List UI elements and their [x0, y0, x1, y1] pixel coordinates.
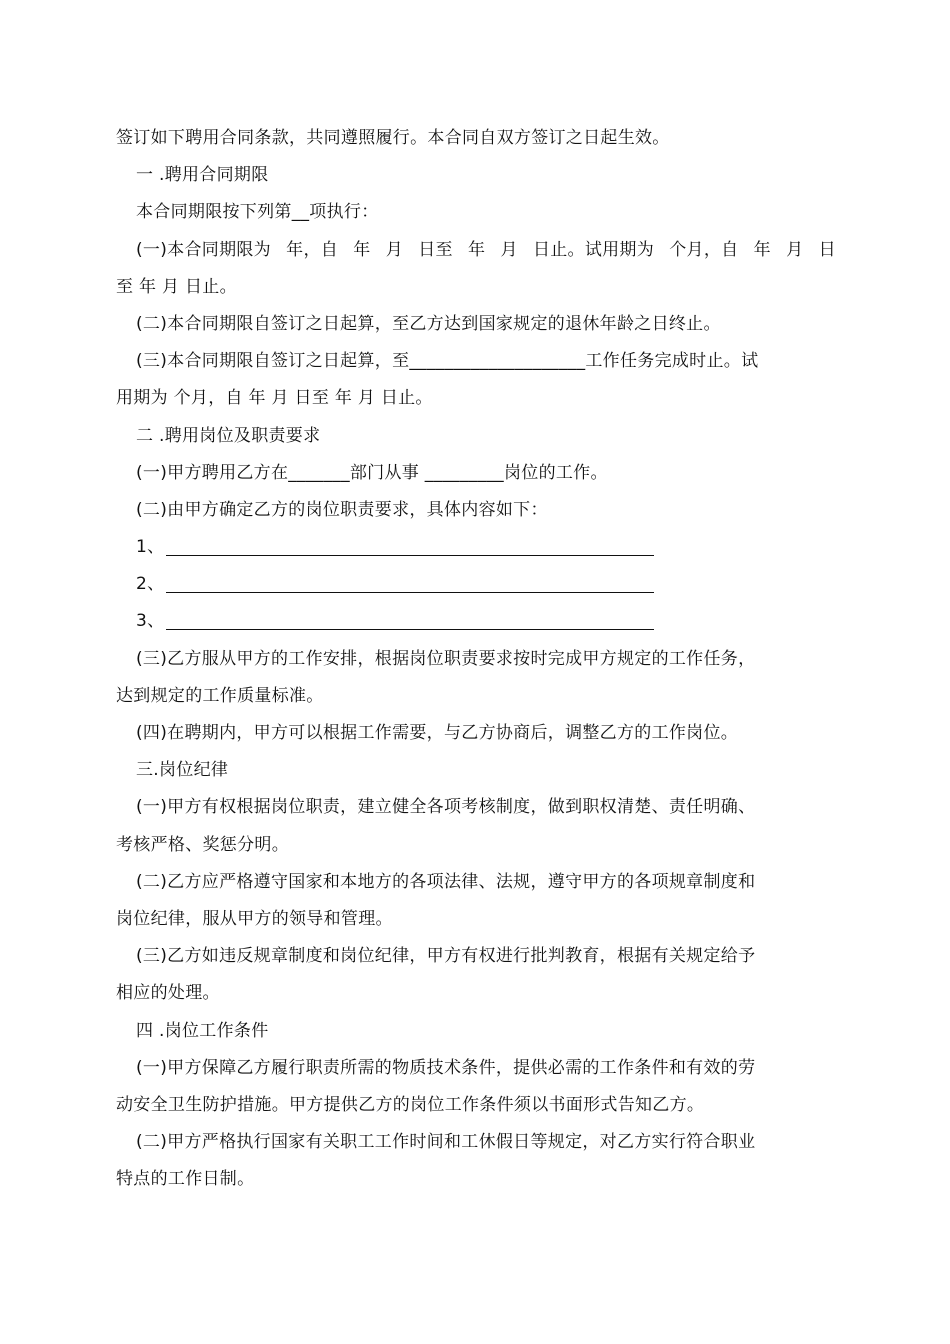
text-line: 特点的工作日制。	[116, 1169, 255, 1190]
text-line: 至 年 月 日止。	[116, 276, 237, 297]
text-line: (三)乙方如违反规章制度和岗位纪律，甲方有权进行批判教育，根据有关规定给予	[136, 946, 756, 967]
text-line: 相应的处理。	[116, 983, 220, 1004]
duty-fill-line	[116, 603, 836, 640]
duty-number: 1、	[136, 537, 165, 558]
text-line: 一 .聘用合同期限	[136, 165, 269, 186]
blank-underline	[166, 613, 654, 630]
text-line: 用期为 个月，自 年 月 日至 年 月 日止。	[116, 388, 433, 409]
text-line: (三)本合同期限自签订之日起算，至____________________工作任务完成时止。试	[136, 351, 759, 372]
text-line: (二)乙方应严格遵守国家和本地方的各项法律、法规，遵守甲方的各项规章制度和	[136, 871, 756, 892]
text-line: 签订如下聘用合同条款，共同遵照履行。本合同自双方签订之日起生效。	[116, 128, 670, 148]
duty-fill-line	[116, 566, 836, 603]
text-line: 达到规定的工作质量标准。	[116, 685, 324, 706]
text-line: 四 .岗位工作条件	[136, 1020, 269, 1041]
blank-underline	[166, 576, 654, 593]
text-line: (一)甲方聘用乙方在_______部门从事 _________岗位的工作。	[136, 462, 608, 483]
text-line: 考核严格、奖惩分明。	[116, 834, 289, 855]
text-line: 二 .聘用岗位及职责要求	[136, 425, 321, 446]
text-line: 三.岗位纪律	[136, 760, 229, 781]
text-line: 岗位纪律，服从甲方的领导和管理。	[116, 908, 393, 929]
text-line: (二)甲方严格执行国家有关职工工作时间和工休假日等规定，对乙方实行符合职业	[136, 1132, 756, 1153]
text-line: (一)本合同期限为 年，自 年 月 日至 年 月 日止。试用期为 个月，自 年 月 日	[136, 239, 836, 260]
text-line: (三)乙方服从甲方的工作安排，根据岗位职责要求按时完成甲方规定的工作任务，	[136, 648, 756, 669]
text-line: (四)在聘期内，甲方可以根据工作需要，与乙方协商后，调整乙方的工作岗位。	[136, 723, 739, 743]
duty-number: 3、	[136, 611, 165, 632]
text-line: (一)甲方有权根据岗位职责，建立健全各项考核制度，做到职权清楚、责任明确、	[136, 797, 756, 818]
document-body	[116, 120, 836, 1198]
duty-fill-line	[116, 529, 836, 566]
duty-number: 2、	[136, 574, 165, 595]
text-line: 动安全卫生防护措施。甲方提供乙方的岗位工作条件须以书面形式告知乙方。	[116, 1094, 705, 1115]
text-line: (二)由甲方确定乙方的岗位职责要求，具体内容如下：	[136, 499, 548, 520]
text-line: 本合同期限按下列第__项执行：	[136, 202, 379, 223]
blank-underline	[166, 539, 654, 556]
text-line: (一)甲方保障乙方履行职责所需的物质技术条件，提供必需的工作条件和有效的劳	[136, 1057, 756, 1078]
text-line: (二)本合同期限自签订之日起算，至乙方达到国家规定的退休年龄之日终止。	[136, 313, 721, 334]
